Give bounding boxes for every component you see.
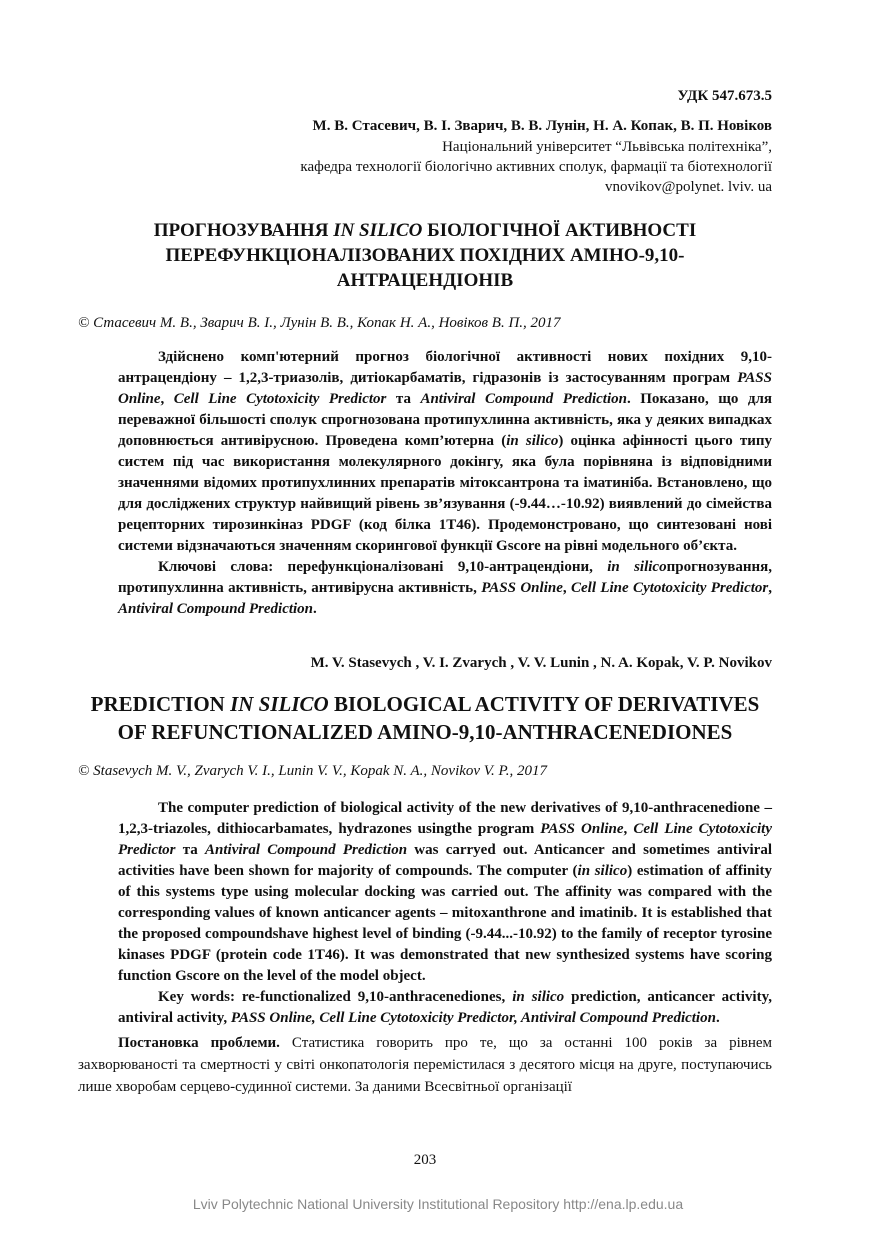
page-number: 203 bbox=[413, 1152, 437, 1168]
abstract-en-s3: ) estimation of affinity of this systems type using molecular docking was carried out. The affinity was compared with the corresponding values of known anticancer agents – mitoxanthrone and imatinib. It is established that the proposed compoundshave highest level of binding (-9.44...-10.92) to the family of receptor tyrosine kinases PDGF (protein code 1T46). It was demonstrated that new synthesized systems have scoring function Gscore on the level of the model object. bbox=[118, 863, 772, 984]
program-pass-online: PASS Online bbox=[540, 821, 624, 837]
program-cell-line: Cell Line Cytotoxicity Predictor bbox=[570, 580, 769, 596]
title-en bbox=[78, 690, 772, 746]
program-antiviral: Antiviral Compound Prediction bbox=[517, 1010, 716, 1026]
abstract-ua-s1: Здійснено комп'ютерний прогноз біологічної активності нових похідних 9,10-антрацендіону – 1,2,3-триазолів, дитіокарбаматів, гідразонів із застосуванням програм bbox=[118, 349, 772, 386]
program-antiviral: Antiviral Compound Prediction bbox=[205, 842, 408, 858]
program-antiviral: Antiviral Compound Prediction bbox=[118, 601, 314, 617]
body-paragraph bbox=[78, 1032, 772, 1098]
title-en-part2: BIOLOGICAL ACTIVITY OF DERIVATIVES OF REFUNCTIONALIZED AMINO-9,10-ANTHRACENEDIONES bbox=[117, 692, 760, 744]
title-ua-part2: БІОЛОГІЧНОЇ АКТИВНОСТІ ПЕРЕФУНКЦІОНАЛІЗОВАНИХ ПОХІДНИХ АМІНО-9,10-АНТРАЦЕНДІОНІВ bbox=[165, 220, 697, 291]
section-heading: Постановка проблеми. bbox=[118, 1035, 280, 1051]
authors-en: M. V. Stasevych , V. I. Zvarych , V. V. Lunin , N. A. Kopak, V. P. Novikov bbox=[310, 655, 772, 671]
affiliation-line2: кафедра технології біологічно активних сполук, фармації та біотехнології bbox=[300, 159, 772, 175]
authors-ua: М. В. Стасевич, В. І. Зварич, В. В. Лунін, Н. А. Копак, В. П. Новіков bbox=[312, 118, 772, 134]
program-pass-online: PASS Online bbox=[118, 370, 772, 407]
udk-code: УДК 547.673.5 bbox=[677, 88, 772, 104]
program-pass-online: PASS Online, bbox=[230, 1010, 316, 1026]
abstract-en bbox=[118, 798, 772, 1029]
conjunction: та bbox=[386, 391, 421, 407]
program-cell-line: Cell Line Cytotoxicity Predictor bbox=[173, 391, 387, 407]
repository-footer[interactable]: Lviv Polytechnic National University Institutional Repository http://ena.lp.edu.ua bbox=[192, 1196, 684, 1212]
keywords-ua-k1: Ключові слова: перефункціоналізовані 9,10-антрацендіони, bbox=[158, 559, 608, 575]
body-text: Статистика говорить про те, що за останні 100 років за рівнем захворюваності та смертності у світі онкопатологія перемістилася з десятого місця на друге, поступаючись лише хворобам серцево-судинної системи. За даними Всесвітньої організації bbox=[78, 1035, 772, 1095]
program-pass-online: PASS Online bbox=[481, 580, 563, 596]
abstract-en-s2: was carryed out. Anticancer and sometimes antiviral activities have been shown for majority of compounds. The computer ( bbox=[118, 842, 772, 879]
in-silico-term: in silico bbox=[577, 863, 628, 879]
keywords-ua-k2: прогнозування, протипухлинна активність, антивірусна активність, bbox=[118, 559, 772, 596]
separator: , bbox=[623, 821, 634, 837]
title-ua-part1: ПРОГНОЗУВАННЯ bbox=[153, 220, 334, 241]
title-en-part1: PREDICTION bbox=[90, 692, 231, 716]
author-email[interactable]: vnovikov@polynet. lviv. ua bbox=[605, 179, 772, 195]
title-ua-italic: IN SILICO bbox=[333, 220, 423, 241]
title-ua bbox=[78, 218, 772, 293]
in-silico-term: in silico bbox=[506, 433, 559, 449]
abstract-en-text bbox=[118, 798, 772, 987]
separator: , bbox=[562, 580, 571, 596]
keywords-en-k1: Key words: re-functionalized 9,10-anthracenediones, bbox=[158, 989, 513, 1005]
copyright-ua: © Стасевич М. В., Зварич В. І., Лунін В. В., Копак Н. А., Новіков В. П., 2017 bbox=[78, 315, 561, 331]
copyright-en: © Stasevych M. V., Zvarych V. I., Lunin V. V., Kopak N. A., Novikov V. P., 2017 bbox=[78, 763, 548, 779]
keywords-en-k2: prediction, anticancer activity, antiviral activity, bbox=[118, 989, 772, 1026]
in-silico-term: in silico bbox=[512, 989, 565, 1005]
title-en-italic: IN SILICO bbox=[230, 692, 329, 716]
in-silico-term: in silico bbox=[607, 559, 667, 575]
period: . bbox=[715, 1010, 720, 1026]
program-antiviral: Antiviral Compound Prediction bbox=[420, 391, 627, 407]
abstract-ua bbox=[118, 347, 772, 620]
abstract-en-s1: The computer prediction of biological activity of the new derivatives of 9,10-anthracenedione – 1,2,3-triazoles, dithiocarbamates, hydrazones usingthe program bbox=[118, 800, 772, 837]
period: . bbox=[313, 601, 317, 617]
program-cell-line: Cell Line Cytotoxicity Predictor bbox=[118, 821, 772, 858]
keywords-en bbox=[118, 987, 772, 1029]
abstract-ua-s3: ) оцінка афінності цього типу систем під час використання молекулярного докінгу, яка була порівняна із відповідними значеннями відомих протипухлинних препаратів мітоксантрона та іматиніба. Встановлено, що для досліджених структур найвищий рівень зв’язування (-9.44…-10.92) виявлений до сімейства рецепторних тирозинкіназ PDGF (код білка 1T46). Продемонстровано, що синтезовані нові системи відзначаються значенням скорингової функції Gscore на рівні модельного об’єкта. bbox=[118, 433, 772, 554]
program-cell-line: Cell Line Cytotoxicity Predictor, bbox=[315, 1010, 518, 1026]
abstract-ua-s2: . Показано, що для переважної більшості сполук спрогнозована протипухлинна активність, яка у деяких випадках доповнюється антивірусною. Проведена комп’ютерна ( bbox=[118, 391, 772, 449]
affiliation-line1: Національний університет “Львівська політехніка”, bbox=[442, 139, 772, 155]
separator: , bbox=[160, 391, 174, 407]
separator: , bbox=[768, 580, 772, 596]
conjunction: та bbox=[175, 842, 206, 858]
abstract-ua-text bbox=[118, 347, 772, 557]
keywords-ua bbox=[118, 557, 772, 620]
